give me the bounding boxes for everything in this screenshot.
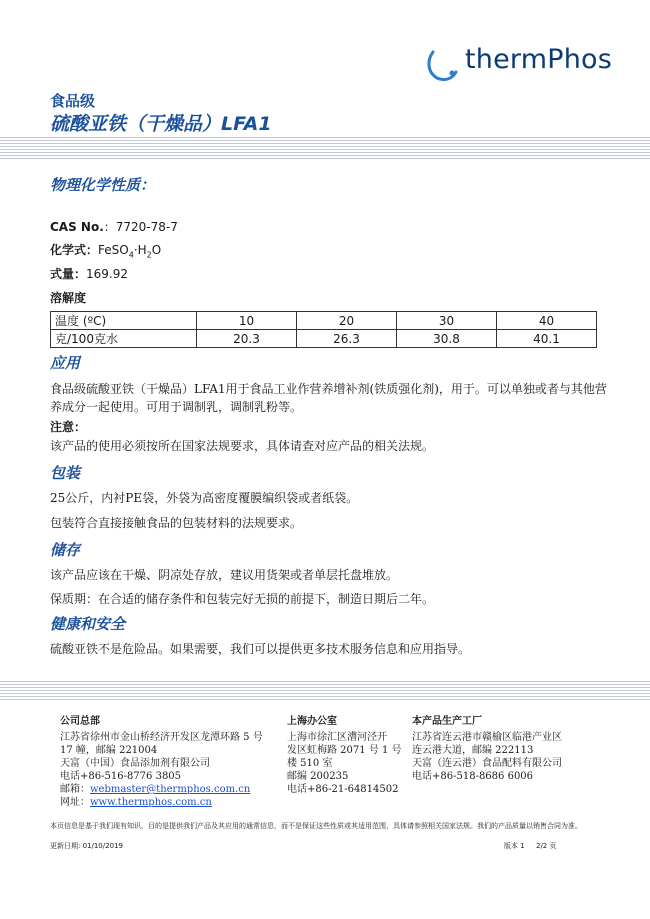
shanghai-line: 电话+86-21-64814502 bbox=[287, 784, 399, 795]
note-heading: 注意： bbox=[50, 420, 87, 434]
shanghai-line: 邮编 200235 bbox=[287, 771, 349, 782]
solubility-label bbox=[50, 289, 86, 306]
logo-swoosh-icon bbox=[425, 46, 459, 84]
hq-line: 江苏省徐州市金山桥经济开发区龙潭环路 5 号 bbox=[60, 732, 263, 743]
formula-sub: 2 bbox=[146, 250, 152, 260]
storage-line-1: 该产品应该在干燥、阴凉处存放，建议用货架或者单层托盘堆放。 bbox=[50, 568, 399, 582]
formula-part: O bbox=[151, 243, 162, 257]
logo-text: thermPhos bbox=[465, 44, 613, 75]
formula-part: ·H bbox=[133, 243, 147, 257]
factory-address bbox=[412, 731, 612, 783]
table-cell: 克/100克水 bbox=[51, 330, 197, 348]
company-logo bbox=[425, 44, 615, 86]
website-link[interactable]: www.thermphos.com.cn bbox=[90, 797, 212, 808]
factory-line: 天富（连云港）食品配料有限公司 bbox=[412, 758, 562, 769]
product-grade: 食品级 bbox=[50, 92, 96, 110]
hq-email-line bbox=[60, 783, 280, 796]
update-date: 更新日期: 01/10/2019 bbox=[50, 842, 123, 850]
factory-line: 江苏省连云港市赣榆区临港产业区 bbox=[412, 732, 562, 743]
factory-line: 连云港大道，邮编 222113 bbox=[412, 745, 534, 756]
safety-heading: 健康和安全 bbox=[50, 615, 126, 633]
formula-label: 化学式： bbox=[50, 243, 99, 257]
shanghai-line: 上海市徐汇区漕河泾开 bbox=[287, 732, 387, 743]
formula-part: FeSO bbox=[98, 243, 129, 257]
storage-heading: 储存 bbox=[50, 541, 81, 559]
footer-divider bbox=[0, 681, 650, 701]
packaging-line-1: 25公斤，内衬PE袋，外袋为高密度覆膜编织袋或者纸袋。 bbox=[50, 491, 359, 505]
table-cell: 20.3 bbox=[197, 330, 297, 348]
weight-label: 式量： bbox=[50, 267, 87, 281]
header-divider bbox=[0, 137, 650, 161]
solubility-text: 溶解度 bbox=[50, 291, 87, 305]
formula-weight bbox=[50, 265, 128, 282]
table-cell: 温度 (ºC) bbox=[51, 312, 197, 330]
shanghai-line: 发区虹梅路 2071 号 1 号 bbox=[287, 745, 402, 756]
application-heading: 应用 bbox=[50, 354, 81, 372]
disclaimer: 本页信息是基于我们现有知识，目的是提供我们产品及其应用的通常信息，而不是保证这些性质或其适用范围，具体请参照相关国家法规。我们的产品质量以销售合同为准。 bbox=[50, 822, 582, 830]
table-row bbox=[51, 312, 597, 330]
physchem-heading: 物理化学性质： bbox=[50, 176, 156, 194]
packaging-line-2: 包装符合直接接触食品的包装材料的法规要求。 bbox=[50, 516, 303, 530]
chemical-formula bbox=[50, 241, 161, 259]
cas-number bbox=[50, 218, 178, 235]
cas-label: CAS No. bbox=[50, 220, 104, 234]
shanghai-address bbox=[287, 731, 407, 796]
factory-line: 电话+86-518-8686 6006 bbox=[412, 771, 534, 782]
hq-line: 17 幢，邮编 221004 bbox=[60, 745, 158, 756]
hq-heading: 公司总部 bbox=[60, 716, 100, 727]
table-cell: 30 bbox=[397, 312, 497, 330]
page-number: 2/2 页 bbox=[536, 842, 557, 850]
table-row bbox=[51, 330, 597, 348]
email-link[interactable]: webmaster@thermphos.com.cn bbox=[90, 784, 251, 795]
table-cell: 20 bbox=[297, 312, 397, 330]
email-label: 邮箱： bbox=[60, 784, 90, 795]
web-label: 网址： bbox=[60, 797, 90, 808]
packaging-heading: 包装 bbox=[50, 464, 81, 482]
cas-value: ：7720-78-7 bbox=[103, 220, 178, 234]
table-cell: 10 bbox=[197, 312, 297, 330]
hq-line: 电话+86-516-8776 3805 bbox=[60, 771, 182, 782]
version-label: 版本 1 bbox=[504, 842, 525, 850]
shanghai-heading: 上海办公室 bbox=[287, 716, 337, 727]
hq-address bbox=[60, 731, 280, 809]
weight-value: 169.92 bbox=[86, 267, 129, 281]
table-cell: 26.3 bbox=[297, 330, 397, 348]
formula-sub: 4 bbox=[128, 250, 134, 260]
factory-heading: 本产品生产工厂 bbox=[412, 716, 482, 727]
storage-line-2: 保质期：在合适的储存条件和包装完好无损的前提下，制造日期后二年。 bbox=[50, 592, 435, 606]
hq-line: 天富（中国）食品添加剂有限公司 bbox=[60, 758, 210, 769]
safety-text: 硫酸亚铁不是危险品。如果需要，我们可以提供更多技术服务信息和应用指导。 bbox=[50, 642, 471, 656]
table-cell: 30.8 bbox=[397, 330, 497, 348]
shanghai-line: 楼 510 室 bbox=[287, 758, 333, 769]
table-cell: 40.1 bbox=[497, 330, 597, 348]
note-text: 该产品的使用必须按所在国家法规要求，具体请查对应产品的相关法规。 bbox=[50, 439, 435, 453]
solubility-table bbox=[50, 311, 597, 348]
application-text: 食品级硫酸亚铁（干燥品）LFA1用于食品工业作营养增补剂(铁质强化剂)，用于。可以单独或者与其他营养成分一起使用。可用于调制乳，调制乳粉等。 bbox=[50, 382, 607, 414]
product-title: 硫酸亚铁（干燥品）LFA1 bbox=[50, 113, 272, 135]
hq-web-line bbox=[60, 796, 280, 809]
table-cell: 40 bbox=[497, 312, 597, 330]
